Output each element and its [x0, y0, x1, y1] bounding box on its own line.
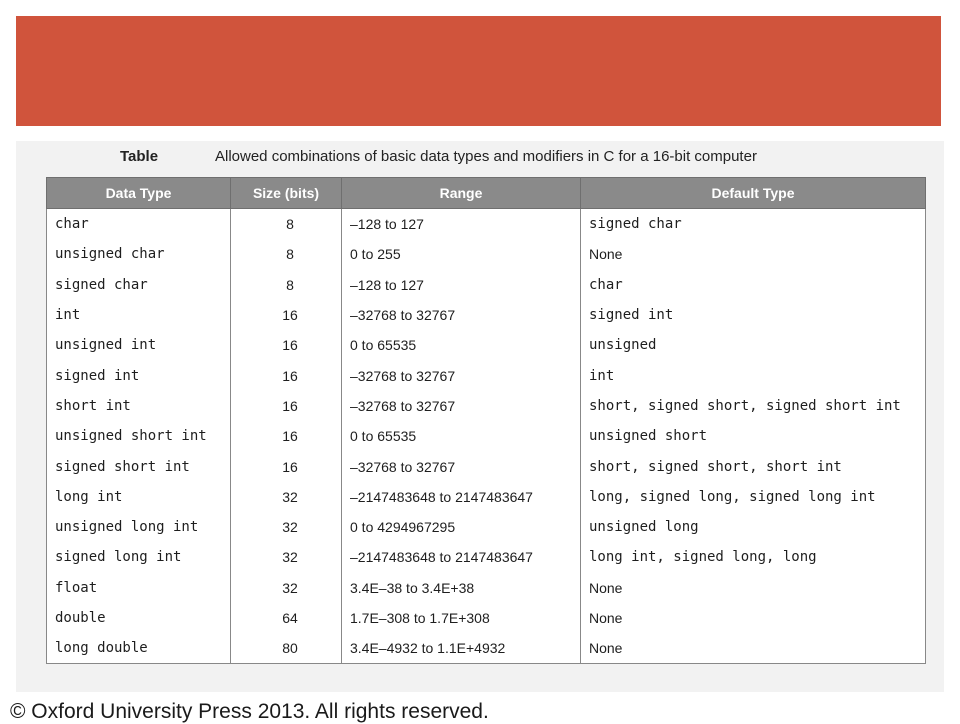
cell-size: 8 [231, 209, 342, 240]
cell-data-type: signed long int [47, 542, 231, 572]
cell-default-type: short, signed short, signed short int [581, 391, 926, 421]
cell-default-type: long, signed long, signed long int [581, 482, 926, 512]
header-range: Range [342, 178, 581, 209]
table-header-row [47, 178, 926, 209]
table-row [47, 330, 926, 360]
cell-size: 8 [231, 270, 342, 300]
table-row [47, 300, 926, 330]
cell-size: 16 [231, 300, 342, 330]
table-row [47, 573, 926, 603]
cell-default-type: signed char [581, 209, 926, 240]
cell-data-type: unsigned int [47, 330, 231, 360]
table-row [47, 603, 926, 633]
cell-range: 0 to 255 [342, 239, 581, 269]
cell-default-type: int [581, 360, 926, 390]
cell-default-type: None [581, 633, 926, 664]
cell-size: 64 [231, 603, 342, 633]
cell-range: 0 to 4294967295 [342, 512, 581, 542]
cell-range: –2147483648 to 2147483647 [342, 482, 581, 512]
cell-data-type: long double [47, 633, 231, 664]
table-row [47, 451, 926, 481]
table-row [47, 421, 926, 451]
title-banner [16, 16, 941, 126]
cell-size: 80 [231, 633, 342, 664]
cell-size: 16 [231, 391, 342, 421]
cell-default-type: unsigned [581, 330, 926, 360]
cell-data-type: short int [47, 391, 231, 421]
cell-default-type: None [581, 573, 926, 603]
caption-label: Table [120, 148, 159, 165]
cell-size: 32 [231, 542, 342, 572]
header-size-bits: Size (bits) [231, 178, 342, 209]
cell-default-type: unsigned long [581, 512, 926, 542]
cell-default-type: None [581, 603, 926, 633]
cell-size: 32 [231, 482, 342, 512]
cell-default-type: char [581, 270, 926, 300]
cell-range: –128 to 127 [342, 209, 581, 240]
caption-text: Allowed combinations of basic data types and modifiers in C for a 16-bit computer [215, 148, 757, 165]
header-data-type: Data Type [47, 178, 231, 209]
copyright-footer: © Oxford University Press 2013. All rights reserved. [10, 700, 489, 723]
cell-size: 32 [231, 573, 342, 603]
table-row [47, 209, 926, 240]
cell-default-type: unsigned short [581, 421, 926, 451]
cell-default-type: None [581, 239, 926, 269]
cell-range: –32768 to 32767 [342, 360, 581, 390]
cell-data-type: signed char [47, 270, 231, 300]
cell-data-type: long int [47, 482, 231, 512]
header-default-type: Default Type [581, 178, 926, 209]
cell-default-type: long int, signed long, long [581, 542, 926, 572]
cell-range: 3.4E–4932 to 1.1E+4932 [342, 633, 581, 664]
cell-data-type: unsigned char [47, 239, 231, 269]
cell-range: 0 to 65535 [342, 421, 581, 451]
data-types-table [46, 177, 926, 664]
cell-data-type: char [47, 209, 231, 240]
cell-size: 32 [231, 512, 342, 542]
table-caption [0, 148, 960, 166]
cell-size: 16 [231, 330, 342, 360]
cell-data-type: double [47, 603, 231, 633]
cell-range: –128 to 127 [342, 270, 581, 300]
table-row [47, 391, 926, 421]
table-body [47, 209, 926, 664]
cell-range: 1.7E–308 to 1.7E+308 [342, 603, 581, 633]
cell-data-type: int [47, 300, 231, 330]
table-row [47, 482, 926, 512]
table-row [47, 360, 926, 390]
cell-data-type: unsigned long int [47, 512, 231, 542]
cell-default-type: short, signed short, short int [581, 451, 926, 481]
table-row [47, 270, 926, 300]
cell-data-type: float [47, 573, 231, 603]
table-row [47, 512, 926, 542]
cell-default-type: signed int [581, 300, 926, 330]
cell-range: –32768 to 32767 [342, 451, 581, 481]
cell-range: 3.4E–38 to 3.4E+38 [342, 573, 581, 603]
cell-range: –32768 to 32767 [342, 391, 581, 421]
cell-size: 8 [231, 239, 342, 269]
table-row [47, 542, 926, 572]
cell-size: 16 [231, 360, 342, 390]
cell-size: 16 [231, 421, 342, 451]
cell-data-type: signed short int [47, 451, 231, 481]
cell-data-type: signed int [47, 360, 231, 390]
cell-range: 0 to 65535 [342, 330, 581, 360]
table-row [47, 633, 926, 664]
cell-range: –2147483648 to 2147483647 [342, 542, 581, 572]
cell-range: –32768 to 32767 [342, 300, 581, 330]
table-row [47, 239, 926, 269]
cell-data-type: unsigned short int [47, 421, 231, 451]
cell-size: 16 [231, 451, 342, 481]
